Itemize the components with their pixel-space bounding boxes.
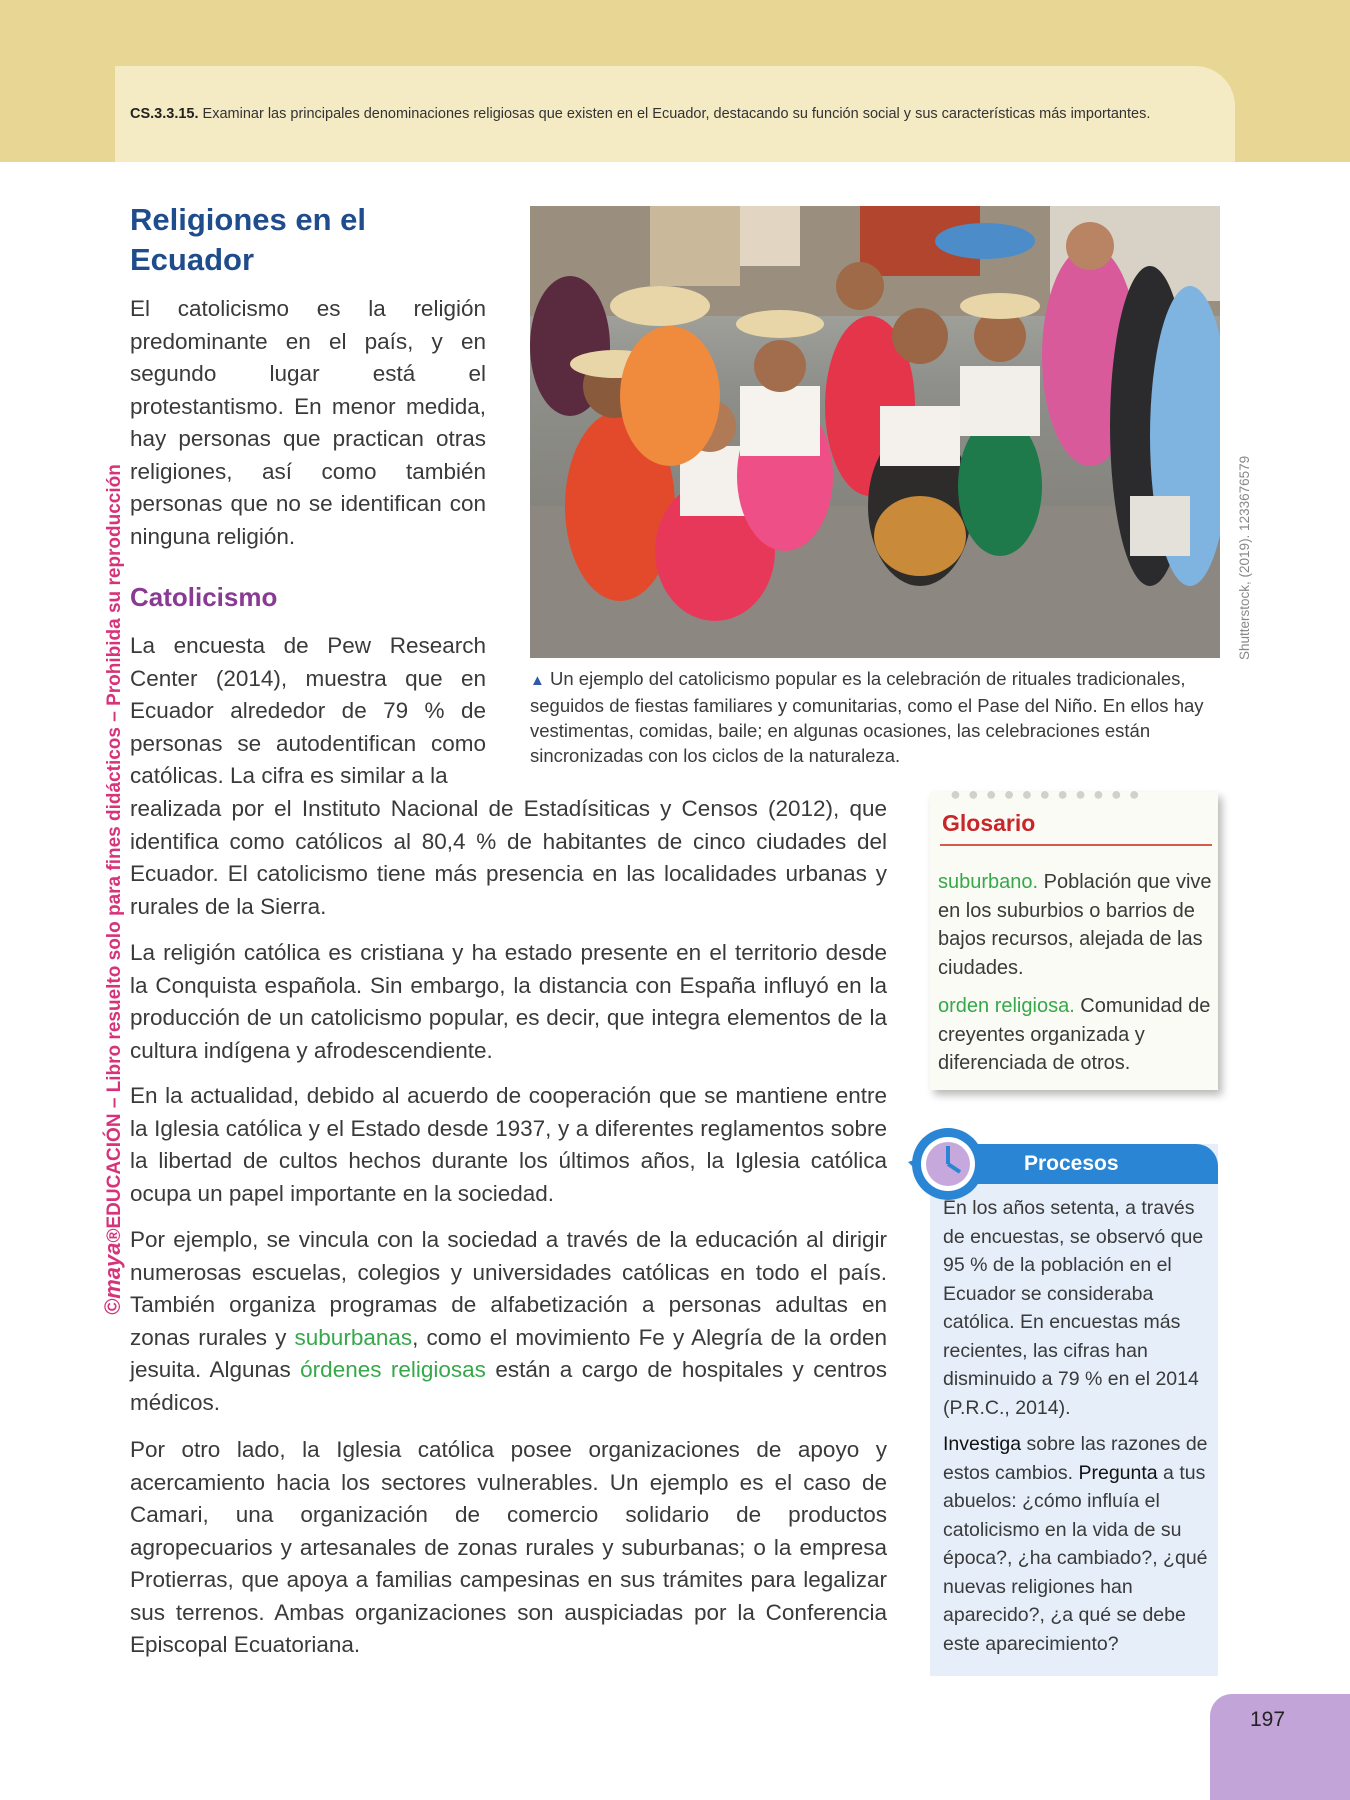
intro-paragraph: El catolicismo es la religión predominante en el país, y en segundo lugar está el protestantismo. En menor medida, hay personas que practican otras religiones, así como también personas que no se identifican con ninguna religión. — [130, 296, 486, 549]
glossary-box — [930, 784, 1218, 1090]
link-ordenes-religiosas[interactable]: órdenes religiosas — [300, 1357, 486, 1382]
procesos-text-2b: a tus abuelos: ¿cómo influía el catolicismo en la vida de su época?, ¿ha cambiado?, ¿qué nuevas religiones han aparecido?, ¿a qué se debe este aparecimiento? — [943, 1461, 1208, 1655]
paragraph-4-part-a: Por ejemplo, se vincula con la sociedad a través de la educación al dirigir numerosas escuelas, colegios y universidades católicas en todo el país. También organiza programas de alfabetización a personas adultas en zonas rurales y — [130, 1227, 887, 1350]
paragraph-2: La religión católica es cristiana y ha estado presente en el territorio desde la Conquista española. Sin embargo, la distancia con España influyó en la producción de un catolicismo popular, es decir, que integra elementos de la cultura indígena y afrodescendiente. — [130, 940, 887, 1063]
page-title: Religiones en el Ecuador — [130, 202, 367, 277]
objective-text — [130, 106, 1150, 122]
glossary-divider — [940, 844, 1212, 846]
glossary-title: Glosario — [942, 810, 1036, 836]
page-number-tab — [1210, 1694, 1350, 1800]
procesos-text-2 — [943, 1430, 1215, 1658]
glossary-def-suburbano: Población que vive en los suburbios o barrios de bajos recursos, alejada de las ciudades. — [938, 871, 1212, 979]
spiral-binding-dots: ●●●●●●●●●●● — [950, 784, 1147, 804]
glossary-entry-orden-religiosa — [938, 992, 1214, 1078]
link-suburbanas[interactable]: suburbanas — [294, 1324, 413, 1350]
page-number: 197 — [1250, 1708, 1286, 1731]
glossary-term-suburbano: suburbano. — [938, 871, 1039, 893]
paragraph-1-start: La encuesta de Pew Research Center (2014), muestra que en Ecuador alrededor de 79 % de personas se autodentifican como católicas. La cifra es similar a la — [130, 633, 486, 788]
paragraph-4-part-c: están a cargo de hospitales y centros médicos. — [130, 1357, 887, 1415]
objective-code: CS.3.3.15. — [130, 106, 199, 122]
procesos-keyword-investiga: Investiga — [943, 1433, 1022, 1455]
festival-photo — [530, 206, 1220, 658]
procesos-text-1: En los años setenta, a través de encuestas, se observó que 95 % de la población en el Ecuador se consideraba católica. En encuestas más recientes, las cifras han disminuido a 79 % en el 2014 (P.R.C., 2014). — [943, 1197, 1204, 1419]
paragraph-4 — [130, 1224, 887, 1419]
glossary-entry-suburbano — [938, 868, 1214, 982]
paragraph-4-part-b: , como el movimiento Fe y Alegría de la orden jesuita. Algunas — [130, 1324, 887, 1382]
caption-text: Un ejemplo del catolicismo popular es la celebración de rituales tradicionales, seguidos de fiestas familiares y comunitarias, como el Pase del Niño. En ellos hay vestimentas, comidas, baile; en algunas ocasiones, las celebraciones están sincronizadas con los ciclos de la naturaleza. — [530, 668, 1204, 766]
procesos-header — [970, 1144, 1218, 1184]
photo-caption — [530, 666, 1220, 768]
glossary-term-orden-religiosa: orden religiosa. — [938, 995, 1075, 1017]
paragraph-1-continued: realizada por el Instituto Nacional de Estadísiticas y Censos (2012), que identifica como católicos al 80,4 % de habitantes de cinco ciudades del Ecuador. El catolicismo tiene más presencia en las localidades urbanas y rurales de la Sierra. — [130, 796, 887, 919]
triangle-icon: ▲ — [530, 672, 545, 689]
paragraph-3: En la actualidad, debido al acuerdo de cooperación que se mantiene entre la Iglesia católica y el Estado desde 1937, y a diferentes reglamentos sobre la libertad de cultos hechos durante los últimos años, la Iglesia católica ocupa un papel importante en la sociedad. — [130, 1083, 887, 1206]
paragraph-5: Por otro lado, la Iglesia católica posee organizaciones de apoyo y acercamiento hacia los sectores vulnerables. Un ejemplo es el caso de Camari, una organización de comercio solidario de productos agropecuarios y artesanales de zonas rurales y suburbanas; o la empresa Protierras, que apoya a familias campesinas en sus trámites para legalizar sus terrenos. Ambas organizaciones son auspiciadas por la Conferencia Episcopal Ecuatoriana. — [130, 1437, 887, 1657]
procesos-title: Procesos — [1024, 1152, 1119, 1175]
photo-credit: Shutterstock, (2019). 1233676579 — [1237, 455, 1252, 660]
copyright-side-note — [100, 464, 126, 1315]
festival-illustration — [530, 206, 1220, 658]
side-note-text: ®EDUCACIÓN – Libro resuelto solo para fines didácticos – Prohibida su reproducción — [104, 464, 125, 1243]
procesos-box — [930, 1144, 1218, 1676]
glossary-def-orden-religiosa: Comunidad de creyentes organizada y diferenciada de otros. — [938, 995, 1211, 1074]
brand-logo: ©maya — [100, 1242, 125, 1315]
objective-description: Examinar las principales denominaciones religiosas que existen en el Ecuador, destacando su función social y sus características más importantes. — [202, 106, 1151, 122]
procesos-text-2a: sobre las razones de estos cambios. — [943, 1433, 1208, 1484]
objective-box — [115, 66, 1235, 162]
procesos-keyword-pregunta: Pregunta — [1078, 1461, 1158, 1484]
section-title-catolicismo: Catolicismo — [130, 582, 278, 612]
